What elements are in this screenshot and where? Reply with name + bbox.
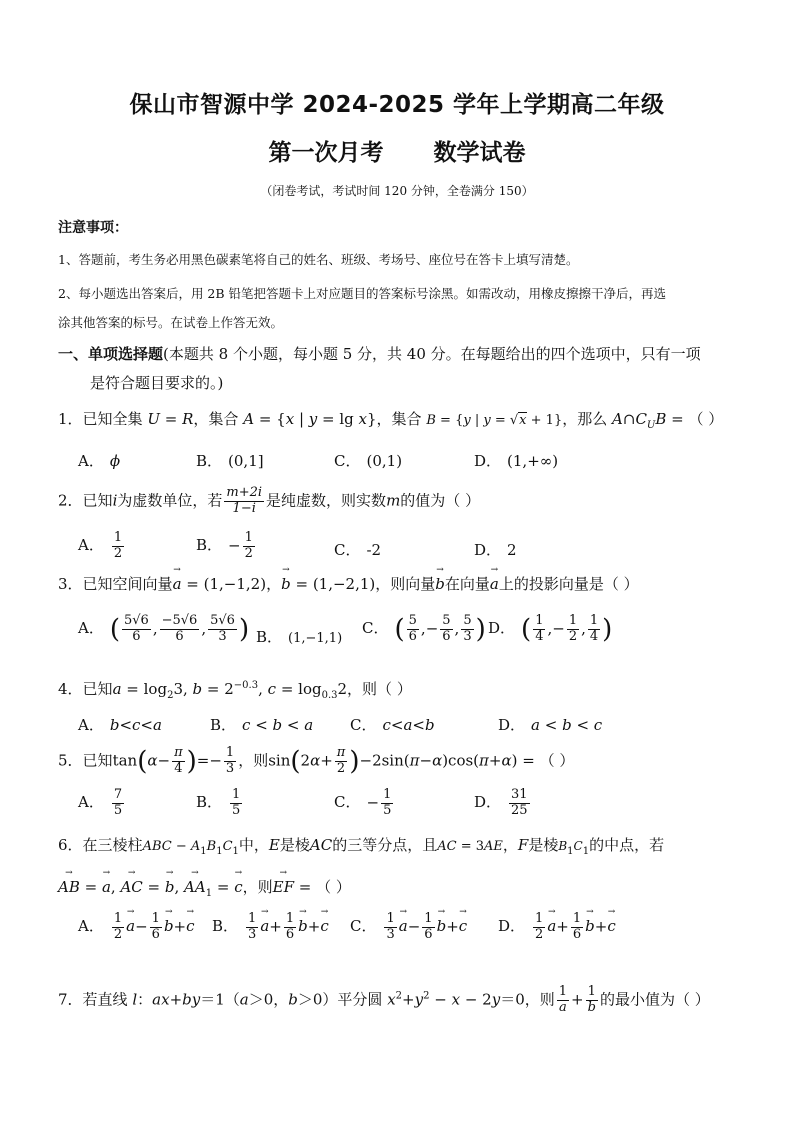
option-a[interactable]: A． $\frac{1}{2}$ xyxy=(78,530,123,561)
section-heading xyxy=(58,343,701,364)
option-d[interactable]: D． $\frac{31}{25}$ xyxy=(474,787,528,818)
question-6-line-2: → AB = → a, → AC = → b, → $AA_1$ = → c，则→ EF = （ ） xyxy=(58,876,351,899)
option-c[interactable]: C． ( $\frac{5}{6}$ ,− $\frac{5}{6}$ , $\frac{5}{3}$ ) xyxy=(362,613,486,645)
notice-heading: 注意事项： xyxy=(58,220,128,236)
option-d[interactable]: D． ( $\frac{1}{4}$ ,− $\frac{1}{2}$ , $\frac{1}{4}$ ) xyxy=(488,613,613,645)
option-a[interactable]: A． $\frac{7}{5}$ xyxy=(78,787,123,818)
question-6: 6．在三棱柱ABC − $A_1B_1C_1$中，E是棱AC的三等分点，且AC = 3AE，F是棱$B_1C_1$的中点，若 xyxy=(58,836,665,857)
option-d[interactable]: D． 2 xyxy=(474,541,517,559)
question-4: 4．已知$a = \log_23$, $b = 2^{-0.3}$, $c = \log_{0.3}2$，则（ ） xyxy=(58,680,412,701)
option-c[interactable]: C． − $\frac{1}{5}$ xyxy=(334,787,392,818)
notice-item-2-line-2: 涂其他答案的标号。在试卷上作答无效。 xyxy=(58,315,284,330)
option-b[interactable]: B． (0,1] xyxy=(196,452,264,470)
option-a[interactable]: A． $\frac{1}{2}$ → a− $\frac{1}{6}$ → b+→ c xyxy=(78,912,195,943)
question-1: 1．已知全集 U = R，集合 A = {x | y = lg x}，集合 B = {y | y = √x + 1}，那么 $A\cap C_UB$ = （ ） xyxy=(58,410,724,431)
question-1-options xyxy=(78,450,758,490)
option-c[interactable]: C． c<a<b xyxy=(350,716,435,734)
question-6-options xyxy=(78,912,758,952)
question-2: 2．已知i为虚数单位，若 $\frac{m+2i}{1-i}$ 是纯虚数，则实数m的值为（ ） xyxy=(58,485,481,516)
formula: U xyxy=(147,410,160,428)
option-b[interactable]: B． (1,−1,1) xyxy=(256,628,343,646)
option-b[interactable]: B． − $\frac{1}{2}$ xyxy=(196,530,253,561)
option-b[interactable]: B． $\frac{1}{3}$ → a+ $\frac{1}{6}$ → b+→ c xyxy=(212,912,329,943)
option-a[interactable]: A． ϕ xyxy=(78,452,121,470)
notice-item-2-line-1: 2、每小题选出答案后，用 2B 铅笔把答题卡上对应题目的答案标号涂黑。如需改动，用橡皮擦擦干净后，再选 xyxy=(58,286,667,301)
exam-name: 第一次月考 xyxy=(268,140,384,166)
question-7: 7．若直线 l：ax+by＝1（a＞0，b＞0）平分圆 $x^2+y^2 - x - 2y=0$，则 $\frac{1}{a}$ + $\frac{1}{b}$ 的最小值为（ ） xyxy=(58,984,710,1015)
section-desc-line-2: 是符合题目要求的。) xyxy=(90,374,224,392)
option-a[interactable]: A． b<c<a xyxy=(78,716,162,734)
option-a[interactable]: A． ( $\frac{5√6}{6}$ , $\frac{-5√6}{6}$ , $\frac{5√6}{3}$ ) xyxy=(78,613,250,645)
exam-subtitle xyxy=(0,134,794,167)
option-b[interactable]: B． c < b < a xyxy=(210,716,314,734)
option-d[interactable]: D． (1,+∞) xyxy=(474,452,559,470)
section-desc: (本题共 8 个小题，每小题 5 分，共 40 分。在每题给出的四个选项中，只有一项 xyxy=(163,345,701,363)
question-3: 3．已知空间向量→ a = (1,−1,2)，→ b = (1,−2,1)，则向量→ b在向量→ a上的投影向量是（ ） xyxy=(58,573,639,594)
question-5-options xyxy=(78,788,758,828)
option-c[interactable]: C． -2 xyxy=(334,541,382,559)
notice-item-1: 1、答题前，考生务必用黑色碳素笔将自己的姓名、班级、考场号、座位号在答卡上填写清楚。 xyxy=(58,252,579,267)
fraction: $\frac{m+2i}{1-i}$ xyxy=(226,485,263,516)
option-d[interactable]: D． $\frac{1}{2}$ → a+ $\frac{1}{6}$ → b+→ c xyxy=(498,912,616,943)
section-title: 一、单项选择题 xyxy=(58,345,164,363)
option-b[interactable]: B． $\frac{1}{5}$ xyxy=(196,787,241,818)
question-5: 5．已知tan(α− $\frac{\pi}{4}$ )=− $\frac{1}{3}$ ，则sin(2α+ $\frac{\pi}{2}$ )−2sin(π−α)cos(π+α) = （ ） xyxy=(58,745,575,777)
option-c[interactable]: C． (0,1) xyxy=(334,452,403,470)
exam-info: （闭卷考试，考试时间 120 分钟，全卷满分 150） xyxy=(260,184,534,198)
option-d[interactable]: D． a < b < c xyxy=(498,716,603,734)
exam-subject: 数学试卷 xyxy=(433,140,526,166)
question-3-options xyxy=(78,614,758,660)
option-c[interactable]: C． $\frac{1}{3}$ → a− $\frac{1}{6}$ → b+→ c xyxy=(350,912,467,943)
exam-title: 保山市智源中学 2024-2025 学年上学期高二年级 xyxy=(129,92,665,118)
